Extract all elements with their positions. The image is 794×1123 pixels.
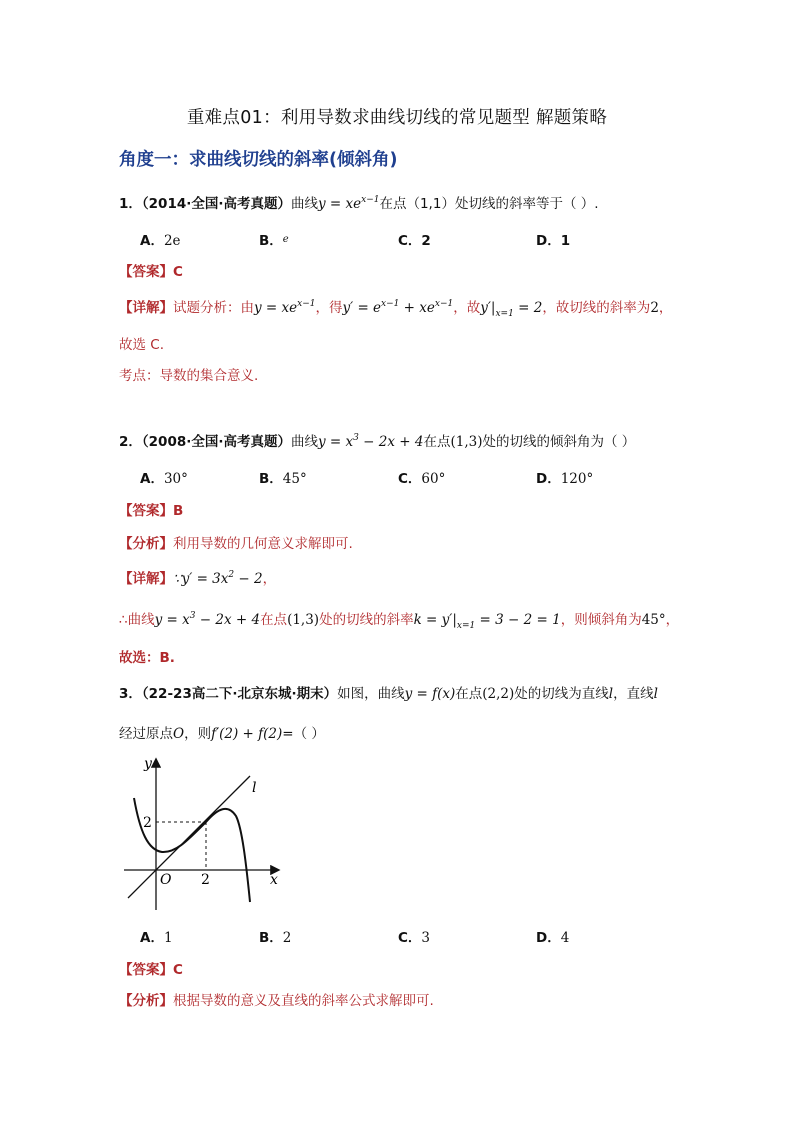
question-text: 曲线 xyxy=(291,196,318,212)
answer-q2: 【答案】B xyxy=(119,503,184,519)
question-source: （2014·全国·高考真题） xyxy=(141,196,291,212)
options-q3 xyxy=(140,926,700,946)
answer-q1: 【答案】C xyxy=(119,264,183,280)
line-label: l xyxy=(252,780,257,796)
question-text: 在点 xyxy=(455,686,483,702)
question-text: 在点（1,1）处切线的斜率等于（ ）. xyxy=(379,196,599,212)
curve-f xyxy=(134,798,250,902)
equation: $y = x^3 - 2x + 4$ xyxy=(318,433,424,450)
option-b: B．2 xyxy=(259,930,292,946)
question-3: 3．（22-23高二下·北京东城·期末）如图，曲线y = f(x)在点(2,2)处的切线为直线l，直线l xyxy=(119,686,658,702)
question-1 xyxy=(119,192,599,212)
equation: $y'|_{x=1} = 2$ xyxy=(480,300,543,319)
question-3-line2: 经过原点O，则f′(2) + f(2)=（ ） xyxy=(119,726,325,742)
option-c: C．60° xyxy=(398,471,446,487)
answer-q3: 【答案】C xyxy=(119,962,183,978)
question-text: 在点 xyxy=(423,434,451,450)
x-axis-label: x xyxy=(270,872,278,888)
detail-q2: 【详解】∵y′ = $3x^2 - 2$， xyxy=(119,570,277,587)
option-c: C．2 xyxy=(398,233,431,249)
option-d: D．120° xyxy=(536,471,594,487)
function-graph xyxy=(118,752,288,912)
question-text: 曲线 xyxy=(291,434,318,450)
option-b: B．$^e$ xyxy=(259,233,289,249)
options-q2 xyxy=(140,467,700,487)
page-title: 重难点01：利用导数求曲线切线的常见题型 解题策略 xyxy=(186,108,608,128)
question-text: 处的切线为直线 xyxy=(514,686,609,702)
y-axis-label: y xyxy=(144,756,152,772)
detail-q1: 【详解】试题分析：由$y = xe^{x-1}$，得$y' = e^{x-1} + xe^{x-1}$，故$y'|_{x=1} = 2$，故切线的斜率为2， xyxy=(119,299,673,319)
x-tick-label: 2 xyxy=(201,872,210,888)
question-number: 1． xyxy=(119,196,142,212)
option-d: D．4 xyxy=(536,930,570,946)
question-source: （2008·全国·高考真题） xyxy=(141,434,291,450)
option-a: A．1 xyxy=(140,930,173,946)
option-d: D．1 xyxy=(536,233,571,249)
question-text: 如图，曲线 xyxy=(337,686,405,702)
equation: $y = xe^{x-1}$ xyxy=(254,299,316,316)
detail-q2-line2: ∴曲线$y = x^3 - 2x + 4$在点(1,3)处的切线的斜率$k = y'|_{x=1} = 3 - 2 = 1$，则倾斜角为45°， xyxy=(119,611,680,631)
options-q1 xyxy=(140,229,700,249)
option-a: A．2e xyxy=(140,233,181,249)
equation: y = f(x) xyxy=(404,686,456,702)
equation: $k = y'|_{x=1} = 3 - 2 = 1$ xyxy=(413,612,561,631)
question-number: 3． xyxy=(119,686,142,702)
analysis-q2: 【分析】利用导数的几何意义求解即可. xyxy=(119,536,353,552)
question-text: 处的切线的倾斜角为（ ） xyxy=(482,434,636,450)
option-a: A．30° xyxy=(140,471,188,487)
question-2: 2．（2008·全国·高考真题）曲线$y = x^3 - 2x + 4$在点(1,3)处的切线的倾斜角为（ ） xyxy=(119,433,636,450)
equation: $y = xe^{x-1}$ xyxy=(318,195,380,212)
question-number: 2． xyxy=(119,434,142,450)
option-c: C．3 xyxy=(398,930,431,946)
equation: ∵y′ = $3x^2 - 2$ xyxy=(173,570,263,587)
tangent-line-l xyxy=(128,776,250,898)
option-b: B．45° xyxy=(259,471,307,487)
question-text: ，直线 xyxy=(613,686,654,702)
choose-q1: 故选 C. xyxy=(119,337,165,353)
origin-label: O xyxy=(160,872,172,888)
analysis-q3: 【分析】根据导数的意义及直线的斜率公式求解即可. xyxy=(119,993,434,1009)
equation: $y = x^3 - 2x + 4$ xyxy=(154,611,261,628)
point-q1: 考点：导数的集合意义. xyxy=(119,368,259,384)
choose-q2: 故选：B. xyxy=(119,650,175,666)
question-source: （22-23高二下·北京东城·期末） xyxy=(141,686,338,702)
y-tick-label: 2 xyxy=(143,815,152,831)
section-heading: 角度一：求曲线切线的斜率(倾斜角) xyxy=(119,150,398,170)
equation: $y' = e^{x-1} + xe^{x-1}$ xyxy=(342,299,454,316)
